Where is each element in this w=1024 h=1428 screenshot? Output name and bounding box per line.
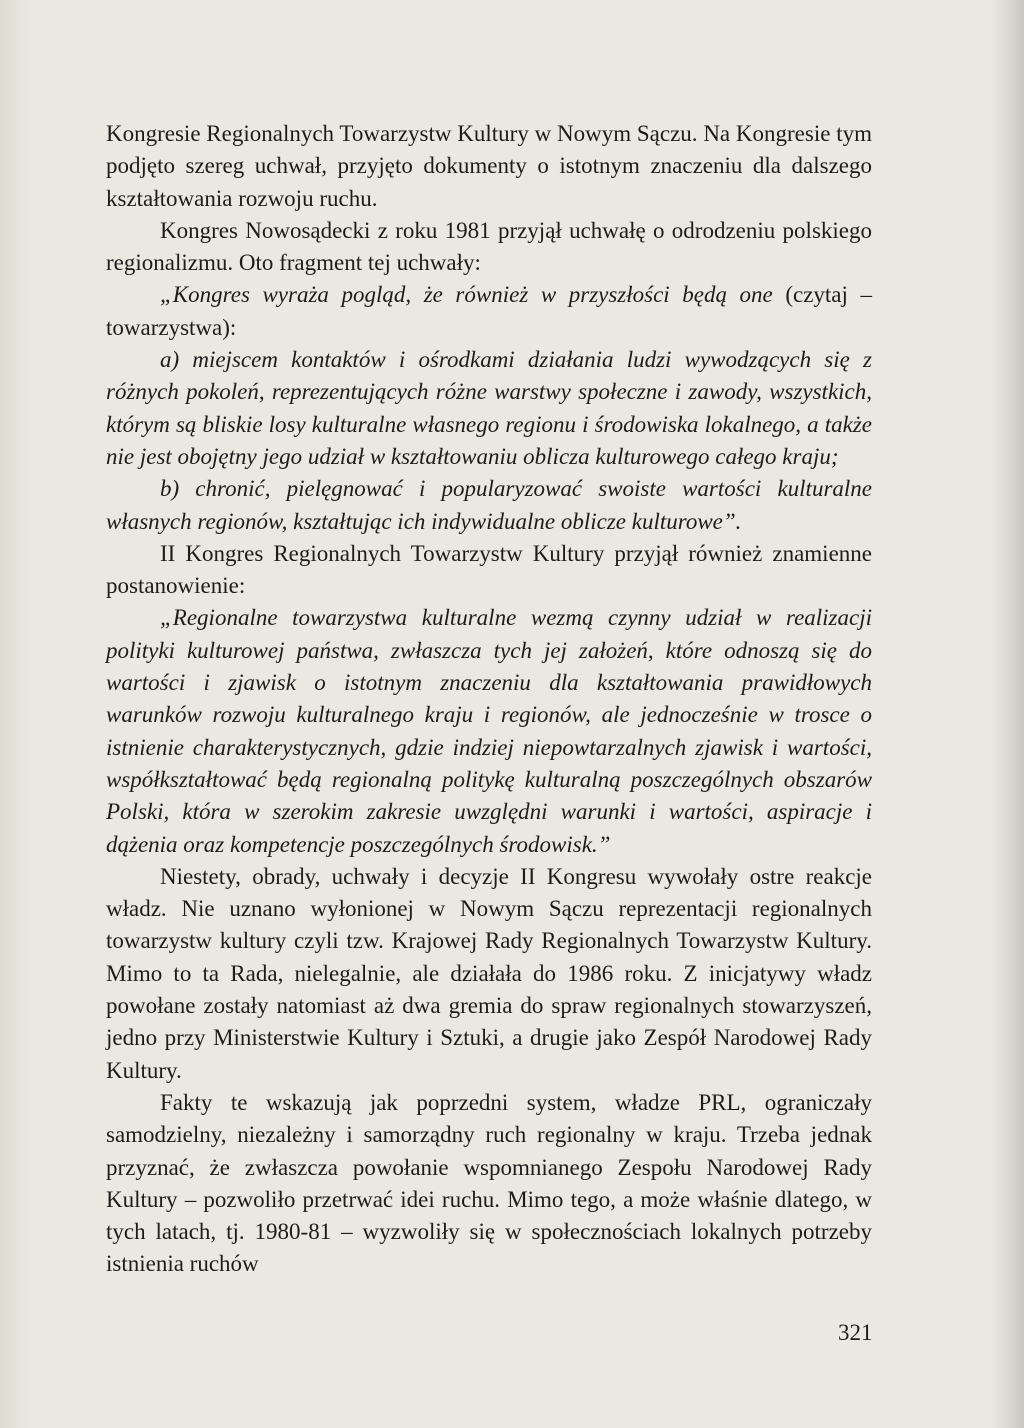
- quote-italic: „Kongres wyraża pogląd, że również w przyszłości będą one: [160, 282, 773, 308]
- quote-point-a: a) miejscem kontaktów i ośrodkami działania ludzi wywodzących się z różnych pokoleń, reprezentujących różne warstwy społeczne i zawody, wszystkich, którym są bliskie losy kulturalne własnego regionu i środowiska lokalnego, a także nie jest obojętny jego udział w kształtowaniu oblicza kulturowego całego kraju;: [106, 347, 872, 469]
- quote-resolution: „Regionalne towarzystwa kulturalne wezmą czynny udział w realizacji polityki kulturowej państwa, zwłaszcza tych jej założeń, które odnoszą się do wartości i zjawisk o istotnym znaczeniu dla kształtowania prawidłowych warunków rozwoju kulturalnego kraju i regionów, ale jednocześnie w trosce o istnienie charakterystycznych, gdzie indziej niepowtarzalnych zjawisk i wartości, współkształtować będą regionalną politykę kulturalną poszczególnych obszarów Polski, która w szerokim zakresie uwzględni warunki i wartości, aspiracje i dążenia oraz kompetencje poszczególnych środowisk.”: [106, 605, 872, 857]
- body-text: [106, 118, 872, 1281]
- quote-aside: (czytaj – towarzystwa):: [106, 282, 872, 340]
- paragraph: II Kongres Regionalnych Towarzystw Kultury przyjął również znamienne postanowienie:: [106, 540, 872, 599]
- page-number: 321: [838, 1320, 873, 1345]
- paragraph: Niestety, obrady, uchwały i decyzje II Kongresu wywołały ostre reakcje władz. Nie uznano wyłonionej w Nowym Sączu reprezentacji regionalnych towarzystw kultury czyli tzw. Krajowej Rady Regionalnych Towarzystw Kultury. Mimo to ta Rada, nielegalnie, ale działała do 1986 roku. Z inicjatywy władz powołane zostały natomiast aż dwa gremia do spraw regionalnych stowarzyszeń, jedno przy Ministerstwie Kultury i Sztuki, a drugie jako Zespół Narodowej Rady Kultury.: [106, 863, 872, 1083]
- paragraph: Kongres Nowosądecki z roku 1981 przyjął uchwałę o odrodzeniu polskiego regionalizmu. Oto fragment tej uchwały:: [106, 217, 872, 276]
- quote-point-b: b) chronić, pielęgnować i popularyzować swoiste wartości kulturalne własnych regionów, kształtując ich indywidualne oblicze kulturowe”.: [106, 476, 872, 534]
- paragraph: Fakty te wskazują jak poprzedni system, władze PRL, ograniczały samodzielny, niezależny i samorządny ruch regionalny w kraju. Trzeba jednak przyznać, że zwłaszcza powołanie wspomnianego Zespołu Narodowej Rady Kultury – pozwoliło przetrwać idei ruchu. Mimo tego, a może właśnie dlatego, w tych latach, tj. 1980-81 – wyzwoliły się w społecznościach lokalnych potrzeby istnienia ruchów: [106, 1089, 872, 1277]
- quote-intro: [106, 279, 872, 344]
- paragraph: Kongresie Regionalnych Towarzystw Kultury w Nowym Sączu. Na Kongresie tym podjęto szereg uchwał, przyjęto dokumenty o istotnym znaczeniu dla dalszego kształtowania rozwoju ruchu.: [106, 121, 872, 211]
